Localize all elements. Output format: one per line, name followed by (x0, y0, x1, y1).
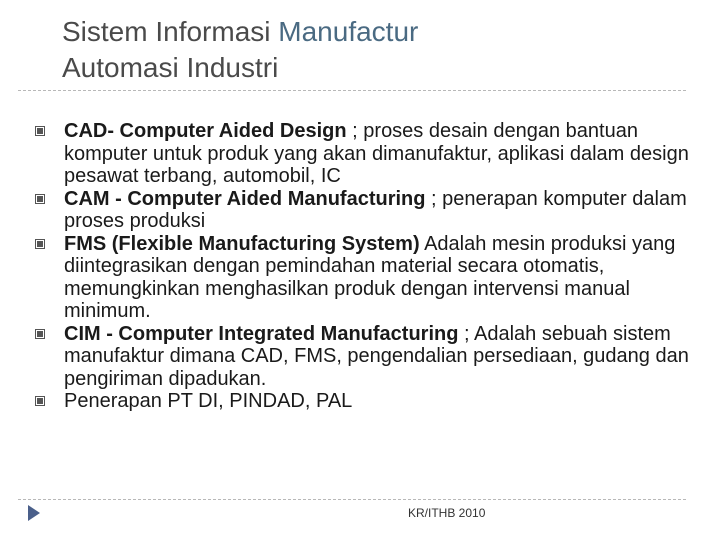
title-line-1-part-2: Manufactur (278, 16, 419, 47)
bottom-divider (18, 499, 686, 500)
bullet-text: Penerapan PT DI, PINDAD, PAL (64, 390, 353, 412)
bullet-term: FMS (Flexible Manufacturing System) (64, 232, 420, 255)
bullet-item-penerapan (34, 390, 694, 413)
title-line-1-part-1: Sistem Informasi (62, 16, 279, 47)
title-line-1 (62, 14, 682, 50)
footer-text: KR/ITHB 2010 (408, 506, 486, 520)
square-bullet-icon (34, 395, 46, 407)
bullet-term: CIM - Computer Integrated Manufacturing (64, 322, 459, 345)
slide-title (62, 14, 682, 86)
bullet-item-fms (34, 233, 694, 323)
next-slide-arrow-icon[interactable] (28, 505, 40, 521)
bullet-item-cim (34, 323, 694, 391)
bullet-term: CAM - Computer Aided Manufacturing (64, 187, 426, 210)
bullet-item-cam (34, 188, 694, 233)
square-bullet-icon (34, 238, 46, 250)
square-bullet-icon (34, 328, 46, 340)
bullet-text: Adalah mesin produksi yang diintegrasikan dengan pemindahan material secara otomatis, memungkinkan menghasilkan produk dengan intervensi manual minimum. (64, 232, 676, 322)
bullet-term: CAD- Computer Aided Design (64, 120, 347, 142)
bullet-text: ; penerapan komputer dalam proses produksi (64, 187, 687, 232)
bullet-text: ; Adalah sebuah sistem manufaktur dimana CAD, FMS, pengendalian persediaan, gudang dan pengiriman dipadukan. (64, 322, 689, 390)
bullet-item-cad (34, 120, 694, 188)
square-bullet-icon (34, 193, 46, 205)
bullet-list (34, 120, 694, 413)
top-divider (18, 90, 686, 91)
square-bullet-icon (34, 125, 46, 137)
bullet-text: ; proses desain dengan bantuan komputer untuk produk yang akan dimanufaktur, aplikasi dalam design pesawat terbang, automobil, IC (64, 120, 689, 187)
title-line-2: Automasi Industri (62, 52, 279, 83)
